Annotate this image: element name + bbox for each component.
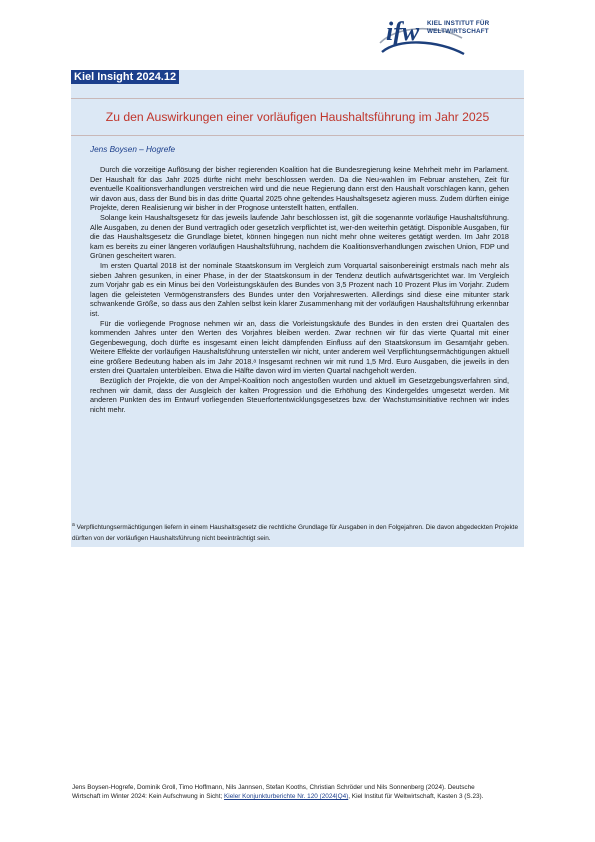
citation-text-end: , Kiel Institut für Weltwirtschaft, Kasten 3 (S.23). [348, 793, 484, 801]
paragraph: Bezüglich der Projekte, die von der Ampel-Koalition noch angestoßen wurden und aktuell im Gesetzgebungsverfahren sind, rechnen wir damit, dass der Ausgleich der kalten Progression und die Erhöhung des Kindergeldes umgesetzt werden. Mit anderen Punkten des im Entwurf vorliegenden Steuerfortentwicklungsgesetzes bzw. der Wachstumsinitiative rechnen wir indes nicht mehr. [90, 376, 509, 414]
series-label: Kiel Insight 2024.12 [71, 70, 179, 84]
citation-link[interactable]: Kieler Konjunkturberichte Nr. 120 (2024|Q4) [224, 793, 349, 801]
logo-line-1: KIEL INSTITUT FÜR [427, 20, 490, 27]
paragraph: Durch die vorzeitige Auflösung der bisher regierenden Koalition hat die Bundesregierung keine Mehrheit mehr im Parlament. Der Haushalt für das Jahr 2025 dürfte nicht mehr beschlossen werden. Da die Neu-wahlen im Februar anstehen, Zeit für eventuelle Koalitionsverhandlungen verstreichen wird und die neue Regierung dann erst den Haushalt vorschlagen kann, gehen wir davon aus, dass der Bund bis in das dritte Quartal 2025 ohne geltendes Haushaltsgesetz agieren muss. Zudem dürften einige Projekte, deren Realisierung wir bisher in der Prognose unterstellt hatten, entfallen. [90, 165, 509, 213]
article-body [90, 165, 509, 414]
page-title: Zu den Auswirkungen einer vorläufigen Haushaltsführung im Jahr 2025 [105, 110, 490, 124]
author-line: Jens Boysen – Hogrefe [90, 145, 176, 154]
footnote [72, 520, 518, 544]
title-bar [71, 98, 524, 136]
logo-wordmark [427, 20, 489, 35]
ifw-logo [378, 12, 538, 58]
footnote-text: Verpflichtungsermächtigungen liefern in einem Haushaltsgesetz die rechtliche Grundlage für Ausgaben in den Folgejahren. Die davon abgedeckten Projekte dürften von der vorläufigen Haushaltsführung nicht beeinträchtigt sein. [72, 524, 519, 543]
logo-line-2: WELTWIRTSCHAFT [427, 27, 489, 35]
paragraph: Solange kein Haushaltsgesetz für das jeweils laufende Jahr beschlossen ist, gilt die sogenannte vorläufige Haushaltsführung. Alle Ausgaben, zu denen der Bund vertraglich oder gesetzlich verpflichtet ist, wer-den weiterhin getätigt. Disponible Ausgaben, für die das Haushaltsgesetz die Grundlage bietet, können hingegen nun nicht mehr ohne weiteres getätigt werden. Im Jahr 2018 kam es bereits zu einer längeren vorläufigen Haushaltsführung, nachdem die Koalitionsverhandlungen zwischen Union, FDP und Grünen gescheitert waren. [90, 212, 509, 261]
paragraph: Im ersten Quartal 2018 ist der nominale Staatskonsum im Vergleich zum Vorquartal saisonbereinigt erstmals nach mehr als sieben Jahren gesunken, in einer Phase, in der der Staatskonsum in der Tendenz deutlich aufwärtsgerichtet war. Im Vergleich zum Vorjahr gab es ein Minus bei den Vorleistungskäufen des Bundes von 3,5 Prozent nach 10 Prozent Plus im Vorjahr. Zudem lagen die geleisteten Vermögenstransfers des Bundes unter den Vorjahreswerten. Allerdings sind diese eine mitunter stark schwankende Größe, so dass aus den Zahlen selbst kein klarer Zusammenhang mit der vorläufigen Haushaltsführung erkennbar ist. [90, 260, 509, 318]
source-citation [72, 783, 492, 801]
citation-text: Jens Boysen-Hogrefe, Dominik Groll, Timo Hoffmann, Nils Jannsen, Stefan Kooths, Christian Schröder und Nils Sonnenberg (2024). Deutsche Wirtschaft im Winter 2024: Kein Aufschwung in Sicht; [72, 784, 475, 801]
paragraph: Für die vorliegende Prognose nehmen wir an, dass die Vorleistungskäufe des Bundes in den ersten drei Quartalen des kommenden Jahres unter den Werten des Vorjahres bleiben werden. Zwar rechnen wir für das vierte Quartal mit einer Gegenbewegung, doch dürfte es insgesamt einen leicht dämpfenden Einfluss auf den Staatskonsum im Gesamtjahr geben. Weitere Effekte der vorläufigen Haushaltsführung unterstellen wir nicht, unter anderem weil Verpflichtungsermächtigungen aktuell eine größere Bedeutung haben als im Jahr 2018.ᵃ Insgesamt rechnen wir mit rund 1,5 Mrd. Euro Ausgaben, die jeweils in den ersten drei Quartalen unterbleiben. Etwa die Hälfte davon wird im vierten Quartal nachgeholt werden. [90, 318, 509, 376]
footnote-marker: a [72, 522, 75, 528]
svg-text:ifw: ifw [386, 17, 420, 46]
